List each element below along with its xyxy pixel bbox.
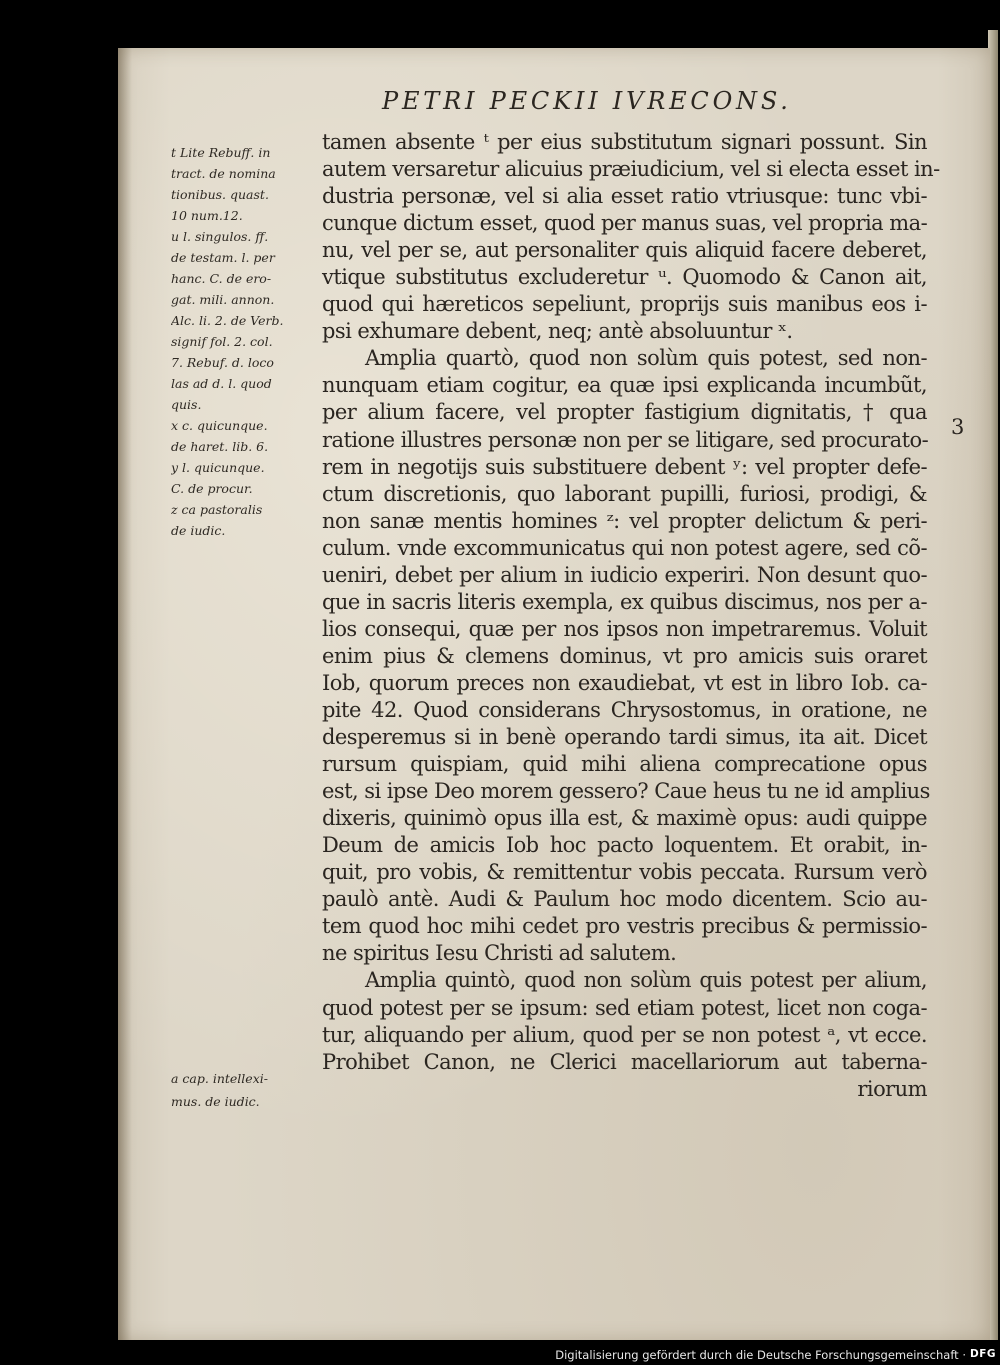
margin-note: quis. [171, 397, 202, 412]
text-line: per alium facere, vel propter fastigium dignitatis, † qua [322, 400, 927, 425]
margin-note: t Lite Rebuff. in [171, 145, 271, 160]
text-line: desperemus si in benè operando tardi simus, ita ait. Dicet [322, 725, 927, 750]
margin-note: a cap. intellexi- [171, 1071, 268, 1086]
gutter-shadow [118, 48, 132, 1340]
margin-note: tract. de nomina [171, 166, 276, 181]
text-line: dixeris, quinimò opus illa est, & maximè opus: audi quippe [322, 806, 927, 831]
text-line: quit, pro vobis, & remittentur vobis peccata. Rursum verò [322, 860, 927, 885]
text-line: psi exhumare debent, neq; antè absoluuntur ˣ. [322, 319, 793, 344]
text-line: ne spiritus Iesu Christi ad salutem. [322, 941, 677, 966]
text-line: pite 42. Quod considerans Chrysostomus, in oratione, ne [322, 697, 927, 722]
margin-note: tionibus. quast. [171, 187, 269, 202]
margin-note: C. de procur. [171, 481, 253, 496]
text-line: Iob, quorum preces non exaudiebat, vt est in libro Iob. ca- [322, 670, 927, 695]
text-line: vtique substitutus excluderetur ᵘ. Quomodo & Canon ait, [322, 265, 927, 290]
funding-notice: Digitalisierung gefördert durch die Deutsche Forschungsgemeinschaft · [555, 1348, 966, 1362]
catchword: riorum [857, 1076, 927, 1101]
text-line: rursum quispiam, quid mihi aliena comprecatione opus [322, 752, 927, 777]
text-line: Deum de amicis Iob hoc pacto loquentem. Et orabit, in- [322, 833, 927, 858]
text-line: Amplia quintò, quod non solùm quis potest per alium, [365, 968, 927, 993]
margin-note: signif fol. 2. col. [171, 334, 273, 349]
margin-note: hanc. C. de ero- [171, 271, 272, 286]
margin-note: u l. singulos. ff. [171, 229, 269, 244]
text-line: rem in negotijs suis substituere debent ʸ: vel propter defe- [322, 454, 927, 479]
margin-note: Alc. li. 2. de Verb. [171, 313, 284, 328]
margin-note: z ca pastoralis [171, 502, 263, 517]
text-line: non sanæ mentis homines ᶻ: vel propter delictum & peri- [322, 508, 927, 533]
text-line: culum. vnde excommunicatus qui non potest agere, sed cõ- [322, 535, 927, 560]
margin-note: 7. Rebuf. d. loco [171, 355, 274, 370]
margin-note: 10 num.12. [171, 208, 243, 223]
text-line: que in sacris literis exempla, ex quibus discimus, nos per a- [322, 589, 927, 614]
text-line: Prohibet Canon, ne Clerici macellariorum aut taberna- [322, 1049, 927, 1074]
text-line: autem versaretur alicuius præiudicium, vel si electa esset in- [322, 157, 940, 182]
margin-notes-lower [171, 1067, 321, 1113]
text-line: enim pius & clemens dominus, vt pro amicis suis oraret [322, 643, 927, 668]
text-line: ueniri, debet per alium in iudicio experiri. Non desunt quo- [322, 562, 927, 587]
margin-note: mus. de iudic. [171, 1094, 260, 1109]
body-text [322, 129, 940, 1103]
text-line: dustria personæ, vel si alia esset ratio vtriusque: tunc vbi- [322, 184, 927, 209]
margin-note: las ad d. l. quod [171, 376, 272, 391]
margin-note: de iudic. [171, 523, 226, 538]
text-line: tem quod hoc mihi cedet pro vestris precibus & permissio- [322, 914, 927, 939]
text-line: tamen absente ᵗ per eius substitutum signari possunt. Sin [322, 130, 927, 154]
text-line: nu, vel per se, aut personaliter quis aliquid facere deberet, [322, 238, 927, 263]
text-line: nunquam etiam cogitur, ea quæ ipsi explicanda incumbũt, [322, 373, 927, 398]
margin-note: gat. mili. annon. [171, 292, 275, 307]
margin-note: x c. quicunque. [171, 418, 268, 433]
text-line: quod qui hæreticos sepeliunt, proprijs suis manibus eos i- [322, 292, 927, 317]
text-line: cunque dictum esset, quod per manus suas, vel propria ma- [322, 211, 928, 236]
text-line: Amplia quartò, quod non solùm quis potest, sed non- [365, 346, 927, 371]
running-head: PETRI PECKII IVRECONS. [382, 87, 792, 115]
margin-notes [171, 142, 321, 541]
margin-note: de haret. lib. 6. [171, 439, 269, 454]
margin-note: y l. quicunque. [171, 460, 265, 475]
outer-margin-number: 3 [951, 415, 965, 439]
text-line: paulò antè. Audi & Paulum hoc modo dicentem. Scio au- [322, 887, 927, 912]
text-line: ctum discretionis, quo laborant pupilli, furiosi, prodigi, & [322, 481, 927, 506]
text-line: lios consequi, quæ per nos ipsos non impetraremus. Voluit [322, 616, 927, 641]
text-line: ratione illustres personæ non per se litigare, sed procurato- [322, 427, 929, 452]
margin-note: de testam. l. per [171, 250, 275, 265]
text-line: est, si ipse Deo morem gessero? Caue heus tu ne id amplius [322, 779, 930, 804]
dfg-logo: DFG [969, 1348, 996, 1360]
text-line: tur, aliquando per alium, quod per se non potest ᵃ, vt ecce. [322, 1022, 927, 1047]
text-line: quod potest per se ipsum: sed etiam potest, licet non coga- [322, 995, 927, 1020]
